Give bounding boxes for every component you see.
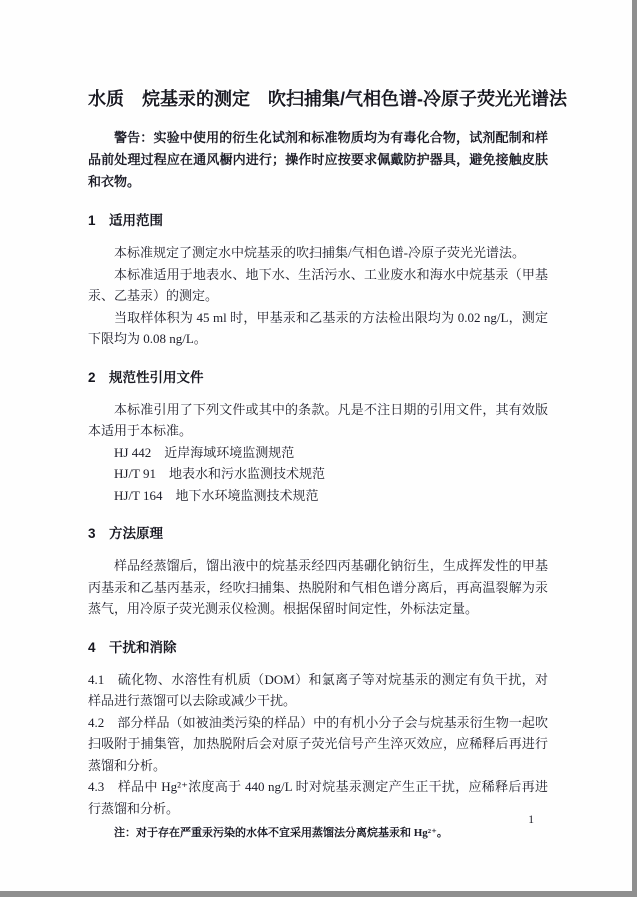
section-4-note: 注：对于存在严重汞污染的水体不宜采用蒸馏法分离烷基汞和 Hg²⁺。 bbox=[114, 827, 448, 839]
section-4-heading: 4 干扰和消除 bbox=[88, 639, 177, 655]
section-3-paragraph: 样品经蒸馏后，馏出液中的烷基汞经四丙基硼化钠衍生，生成挥发性的甲基丙基汞和乙基丙基汞，经吹扫捕集、热脱附和气相色谱分离后，再高温裂解为汞蒸气，用冷原子荧光测汞仪检测。根据保留时间定性，外标法定量。 bbox=[88, 558, 548, 616]
page-number: 1 bbox=[528, 814, 534, 826]
warning-paragraph: 警告：实验中使用的衍生化试剂和标准物质均为有毒化合物，试剂配制和样品前处理过程应在通风橱内进行；操作时应按要求佩戴防护器具，避免接触皮肤和衣物。 bbox=[88, 130, 548, 189]
section-1-paragraph: 本标准适用于地表水、地下水、生活污水、工业废水和海水中烷基汞（甲基汞、乙基汞）的测定。 bbox=[88, 266, 548, 303]
section-2-paragraph: 本标准引用了下列文件或其中的条款。凡是不注日期的引用文件，其有效版本适用于本标准。 bbox=[88, 401, 548, 438]
section-1-paragraph: 当取样体积为 45 ml 时，甲基汞和乙基汞的方法检出限均为 0.02 ng/L，测定下限均为 0.08 ng/L。 bbox=[88, 309, 548, 346]
document-title: 水质 烷基汞的测定 吹扫捕集/气相色谱-冷原子荧光光谱法 bbox=[88, 89, 567, 109]
section-3-heading: 3 方法原理 bbox=[88, 526, 164, 541]
reference-item: HJ/T 91 地表水和污水监测技术规范 bbox=[114, 466, 326, 481]
section-1-heading: 1 适用范围 bbox=[88, 213, 164, 228]
clause-4-2: 4.2 部分样品（如被油类污染的样品）中的有机小分子会与烷基汞衍生物一起吹扫吸附于捕集管，加热脱附后会对原子荧光信号产生淬灭效应，应稀释后再进行蒸馏和分析。 bbox=[88, 714, 548, 773]
normative-references-list bbox=[88, 442, 548, 507]
section-2-heading: 2 规范性引用文件 bbox=[88, 369, 204, 385]
clause-4-1: 4.1 硫化物、水溶性有机质（DOM）和氯离子等对烷基汞的测定有负干扰，对样品进行蒸馏可以去除或减少干扰。 bbox=[88, 671, 548, 708]
clause-4-3: 4.3 样品中 Hg²⁺浓度高于 440 ng/L 时对烷基汞测定产生正干扰，应稀释后再进行蒸馏和分析。 bbox=[88, 779, 548, 816]
section-1-paragraph: 本标准规定了测定水中烷基汞的吹扫捕集/气相色谱-冷原子荧光光谱法。 bbox=[114, 245, 525, 260]
reference-item: HJ/T 164 地下水环境监测技术规范 bbox=[114, 487, 319, 503]
reference-item: HJ 442 近岸海域环境监测规范 bbox=[114, 444, 295, 460]
